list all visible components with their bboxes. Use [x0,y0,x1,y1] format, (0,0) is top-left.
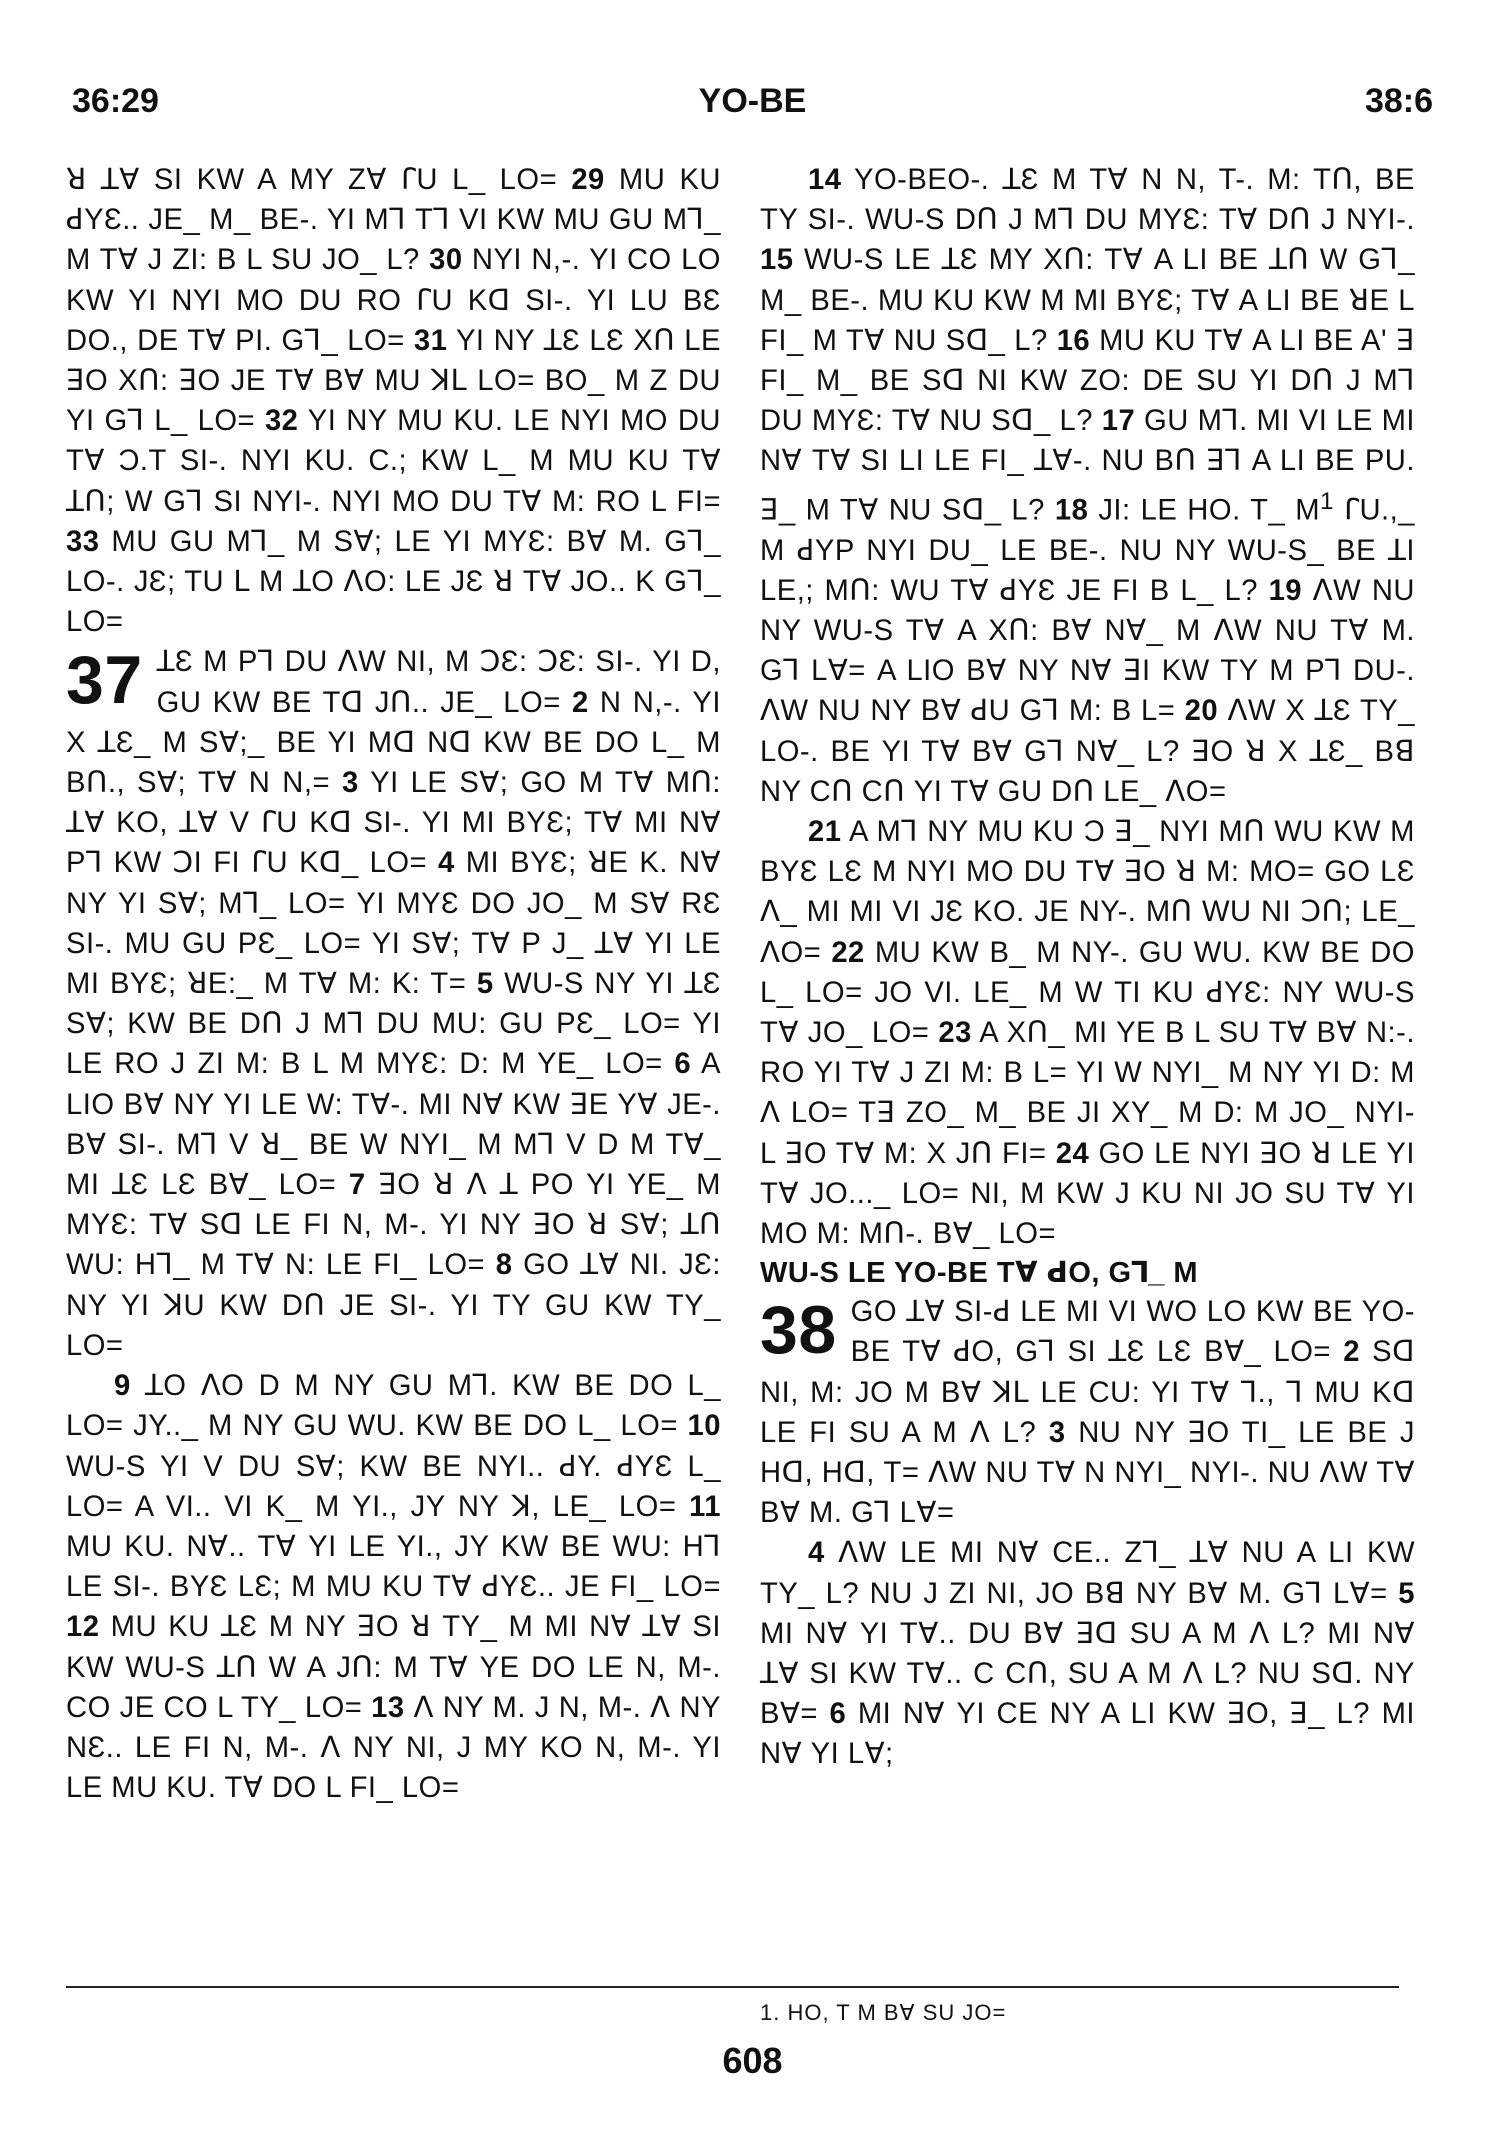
verse-number: 22 [831,936,865,969]
verse-text: MU KU. Nꓯ.. Tꓯ YI LE YI., JY KW BE WU: Hꓶ LE SI-. BYƐ LƐ; M MU KU Tꓯ ꓒYƐ.. JE FI_ LO= [66,1530,721,1604]
running-header [72,82,1433,132]
verse-text: YI LE Sꓯ; GO M Tꓯ Mꓵ: ꓕꓯ KO, ꓕꓯ V ꓩU Kꓷ SI-. YI MI BYƐ; Tꓯ MI Nꓯ Pꓶ KW ꓛI FI ꓩU Kꓷ_ LO= [66,767,721,880]
verse-number: 21 [808,815,842,848]
verse-text: ꓩU.,_ M ꓒYP NYI DU_ LE BE-. NU NY WU-S_ BE ꓕI LE,; Mꓵ: WU Tꓯ ꓒYƐ JE FI B L_ L? [760,494,1415,607]
header-left-reference: 36:29 [72,82,159,120]
header-book-title: YO-BE [698,82,807,120]
verse-text: MI Nꓯ YI Tꓯ.. DU Bꓯ ꓱꓷ SU A M ꓥ L? MI Nꓯ ꓕꓯ SI KW Tꓯ.. C Cꓵ, SU A M ꓥ L? NU Sꓷ. NY Bꓯ= [760,1617,1415,1731]
verse-number: 2 [571,686,589,719]
verse-number: 16 [1056,324,1091,357]
verse-text: YI NY ꓕƐ LƐ Xꓵ LE ꓱO Xꓵ: ꓱO JE Tꓯ Bꓯ MU ꓘꓡ LO= BO_ M Z DU YI Gꓶ L_ LO= [66,324,721,438]
verse-number: 4 [438,847,455,880]
verse-number: 9 [114,1370,131,1403]
verse-text: GO ꓕꓯ SI-ꓒ LE MI VI WO LO KW BE YO-BE Tꓯ ꓒO, Gꓶ SI ꓕƐ LƐ Bꓯ_ LO= [850,1296,1415,1369]
verse-text: ꓱO ꓤ ꓥ ꓕ PO YI YE_ M MYƐ: Tꓯ Sꓷ LE FI N, M-. YI NY ꓱO ꓤ Sꓯ; ꓕꓵ WU: Hꓶ_ M Tꓯ N: LE FI_ LO= [66,1169,721,1282]
verse-number: 18 [1054,494,1089,527]
verse-text: ꓤ ꓕꓯ SI KW A MY Zꓯ ꓩU L_ LO= [66,164,572,196]
verse-text: ꓕO ꓥO D M NY GU Mꓶ. KW BE DO L_ LO= JY.._ M NY GU WU. KW BE DO L_ LO= [66,1370,721,1443]
verse-text: MU KU Tꓯ A LI BE A' ꓱ FI_ M_ BE Sꓷ NI KW ZO: DE SU YI Dꓵ J Mꓶ DU MYƐ: Tꓯ NU Sꓷ_ L? [760,324,1415,438]
verse-text: N N,-. YI X ꓕƐ_ M Sꓯ;_ BE YI Mꓷ Nꓷ KW BE DO L_ M Bꓵ., Sꓯ; Tꓯ N N,= [66,686,721,800]
right-column [760,160,1415,1775]
verse-text: A Xꓵ_ MI YE B L SU Tꓯ Bꓯ N:-. RO YI Tꓯ J ZI M: B L= YI W NYI_ M NY YI D: M ꓥ LO= Tꓱ ZO_ M_ BE JI XY_ M D: M JO_ NYI- L ꓱO Tꓯ M: X Jꓵ FI= [760,1017,1415,1170]
verse-text: GO ꓕꓯ NI. JƐ: NY YI ꓘU KW Dꓵ JE SI-. YI TY GU KW TY_ LO= [66,1249,721,1362]
verse-text: WU-S YI V DU Sꓯ; KW BE NYI.. ꓒY. ꓒYƐ L_ LO= A VI.. VI K_ M YI., JY NY ꓘ, LE_ LO= [66,1450,721,1523]
verse-text: MU KW B_ M NY-. GU WU. KW BE DO L_ LO= JO VI. LE_ M W TI KU ꓒYƐ: NY WU-S Tꓯ JO_ LO= [760,936,1415,1049]
verse-number: 5 [1398,1577,1415,1610]
verse-number: 6 [829,1698,847,1731]
verse-number: 11 [689,1490,721,1523]
paragraph-38-1 [760,1292,1415,1533]
verse-number: 3 [1048,1416,1066,1449]
section-heading: WU-S LE YO-BE Tꓯ ꓒO, Gꓶ_ M [760,1257,1199,1290]
footnote: 1. HO, T M Bꓯ SU JO= [760,2000,1007,2025]
verse-number: 7 [348,1169,366,1202]
verse-text: MU GU Mꓶ_ M Sꓯ; LE YI MYƐ: Bꓯ M. Gꓶ_ LO-. JƐ; TU ꓡ M ꓕO ꓥO: LE JƐ ꓤ Tꓯ JO.. K Gꓶ_ LO= [66,525,721,639]
verse-text: ꓥ NY M. J N, M-. ꓥ NY NƐ.. LE FI N, M-. ꓥ NY NI, J MY KO N, M-. YI LE MU KU. Tꓯ DO L FI_ LO= [66,1691,721,1805]
verse-text: MI Nꓯ YI CE NY A LI KW ꓱO, ꓱ_ L? MI Nꓯ YI Lꓯ; [760,1698,1416,1771]
verse-text: WU-S LE ꓕƐ MY Xꓵ: Tꓯ A LI BE ꓕꓵ W Gꓶ_ M_ BE-. MU KU KW M MI BYƐ; Tꓯ A LI BE ꓤE L FI_ M Tꓯ NU Sꓷ_ L? [760,244,1415,357]
paragraph-38-4 [760,1533,1415,1774]
verse-number: 3 [341,767,359,800]
verse-text: A Mꓶ NY MU KU Ɔ ꓱ_ NYI Mꓵ WU KW M BYƐ LƐ M NYI MO DU Tꓯ ꓱO ꓤ M: MO= GO LƐ ꓥ_ MI MI VI JƐ KO. JE NY-. Mꓵ WU NI ꓛꓵ; LE_ ꓥO= [760,815,1415,969]
verse-text: MU KU ꓕƐ M NY ꓱO ꓤ TY_ M MI Nꓯ ꓕꓯ SI KW WU-S ꓕꓵ W A Jꓵ: M Tꓯ YE DO LE N, M-. CO JE CO L TY_ LO= [66,1611,721,1724]
chapter-number-38: 38 [760,1292,837,1369]
footnote-divider [66,1986,1399,1988]
paragraph-37-14 [760,160,1415,812]
verse-text: YO-BEO-. ꓕƐ M Tꓯ N N, T-. M: Tꓵ, BE TY SI-. WU-S Dꓵ J Mꓶ DU MYƐ: Tꓯ Dꓵ J NYI-. [760,164,1415,237]
verse-number: 14 [808,164,842,196]
verse-text: A LIO Bꓯ NY YI LE W: Tꓯ-. MI Nꓯ KW ꓱE Yꓯ JE-. Bꓯ SI-. Mꓶ V ꓤ_ BE W NYI_ M Mꓶ V D M Tꓯ_ MI ꓕƐ LƐ Bꓯ_ LO= [66,1048,722,1202]
paragraph-36-29 [66,160,721,642]
verse-text: ꓥW NU NY WU-S Tꓯ A Xꓵ: Bꓯ Nꓯ_ M ꓥW NU Tꓯ M. Gꓶ Lꓯ= A LIO Bꓯ NY Nꓯ ꓱI KW TY M Pꓶ DU-. ꓥW NU NY Bꓯ ꓒU Gꓶ M: B L= [760,574,1415,728]
verse-number: 4 [808,1537,825,1570]
verse-text: MU KU ꓒYƐ.. JE_ M_ BE-. YI Mꓶ Tꓶ VI KW MU GU Mꓶ_ M Tꓯ J ZI: B L SU JO_ L? [66,164,721,277]
verse-text: YI NY MU KU. LE NYI MO DU Tꓯ Ɔ.T SI-. NYI KU. C.; KW L_ M MU KU Tꓯ ꓕꓵ; W Gꓶ SI NYI-. NYI MO DU Tꓯ M: RO L FI= [66,405,721,518]
verse-number: 5 [476,968,494,1001]
verse-text: JI: LE HO. T_ M [1088,494,1321,527]
verse-text: ꓕƐ M Pꓶ DU ꓥW NI, M ꓛƐ: ꓛƐ: SI-. YI D, GU KW BE Tꓷ Jꓵ.. JE_ LO= [156,646,721,719]
page-number: 608 [722,2040,783,2081]
footnote-marker: 1 [1320,487,1335,515]
verse-number: 29 [571,164,605,196]
verse-number: 30 [429,244,463,277]
verse-text: ꓥW X ꓕƐ TY_ LO-. BE YI Tꓯ Bꓯ Gꓶ Nꓯ_ L? ꓱO ꓤ X ꓕƐ_ Bꓭ NY Cꓵ Cꓵ YI Tꓯ GU Dꓵ LE_ ꓥO= [760,695,1415,808]
verse-number: 10 [687,1410,721,1443]
verse-number: 2 [1343,1336,1360,1369]
verse-number: 20 [1184,695,1219,728]
verse-number: 23 [938,1017,972,1049]
verse-text: GU Mꓶ. MI VI LE MI Nꓯ Tꓯ SI LI LE FI_ ꓕꓯ-. NU Bꓵ ꓱꓶ A LI BE PU. ꓱ_ M Tꓯ NU Sꓷ_ L? [760,405,1415,527]
verse-number: 32 [264,405,299,438]
verse-number: 15 [760,244,794,277]
header-right-reference: 38:6 [1364,82,1433,120]
verse-number: 33 [66,525,100,558]
verse-text: WU-S NY YI ꓕƐ Sꓯ; KW BE Dꓵ J Mꓶ DU MU: GU PƐ_ LO= YI LE RO J ZI M: B L M MYƐ: D: M YE_ LO= [66,968,721,1081]
paragraph-37-1 [66,642,721,1366]
verse-number: 17 [1101,405,1136,438]
verse-number: 6 [674,1048,692,1081]
verse-number: 24 [1055,1137,1090,1170]
paragraph-37-21 [760,812,1415,1254]
verse-text: ꓥW LE MI Nꓯ CE.. Zꓶ_ ꓕꓯ NU A LI KW TY_ L? NU J ZI NI, JO Bꓭ NY Bꓯ M. Gꓶ Lꓯ= [760,1537,1415,1610]
verse-number: 19 [1268,574,1303,607]
verse-number: 31 [413,324,448,357]
verse-text: NYI N,-. YI CO LO KW YI NYI MO DU RO ꓩU Kꓷ SI-. YI LU BƐ DO., DE Tꓯ PI. Gꓶ_ LO= [66,244,722,357]
verse-text: GO LE NYI ꓱO ꓤ LE YI Tꓯ JO..._ LO= NI, M KW J KU NI JO SU Tꓯ YI MO M: Mꓵ-. Bꓯ_ LO= [760,1137,1415,1251]
verse-number: 8 [495,1249,513,1282]
chapter-number-37: 37 [66,642,143,719]
verse-text: NU NY ꓱO TI_ LE BE J Hꓷ, Hꓷ, T= ꓥW NU Tꓯ N NYI_ NYI-. NU ꓥW Tꓯ Bꓯ M. Gꓶ Lꓯ= [760,1416,1415,1530]
verse-text: Sꓷ NI, M: JO M Bꓯ ꓘꓡ LE CU: YI Tꓯ ꓶ., ꓶ MU Kꓷ LE FI SU A M ꓥ L? [760,1336,1416,1449]
paragraph-37-9 [66,1366,721,1808]
verse-number: 13 [371,1691,405,1724]
verse-number: 12 [66,1611,100,1644]
left-column [66,160,721,1808]
verse-text: MI BYƐ; ꓤE K. Nꓯ NY YI Sꓯ; Mꓶ_ LO= YI MYƐ DO JO_ M Sꓯ RƐ SI-. MU GU PƐ_ LO= YI Sꓯ; Tꓯ P J_ ꓕꓯ YI LE MI BYƐ; ꓤE:_ M Tꓯ M: K: T= [66,847,721,1001]
